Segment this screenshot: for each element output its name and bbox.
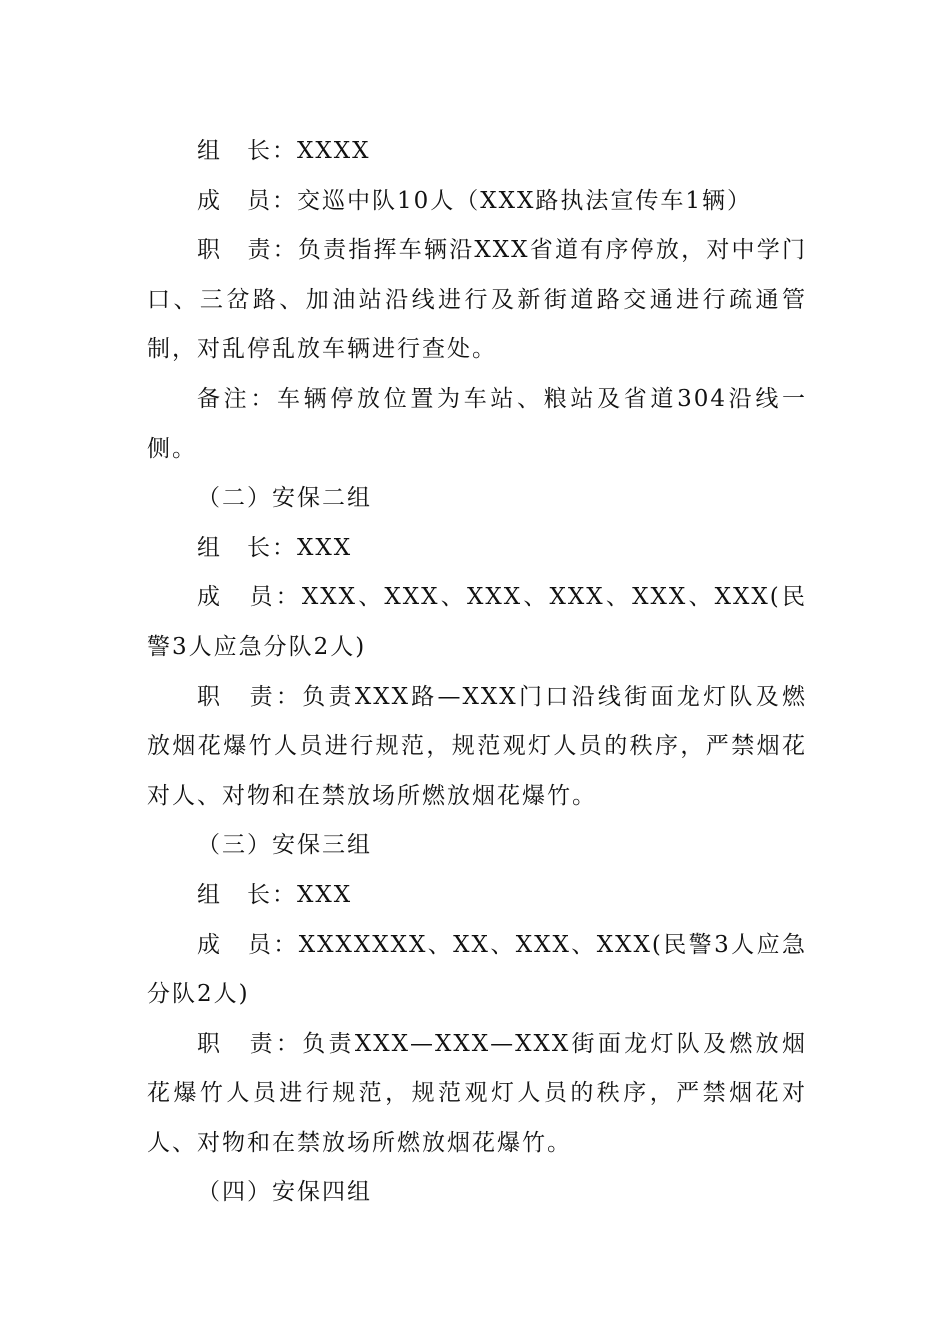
group2-members-paragraph: 成 员：XXX、XXX、XXX、XXX、XXX、XXX(民警3人应急分队2人)	[147, 584, 807, 660]
group3-members-paragraph: 成 员：XXXXXXX、XX、XXX、XXX(民警3人应急分队2人)	[147, 931, 807, 1008]
document-body	[147, 127, 807, 1218]
group1-leader-line: 组 长：XXXX	[197, 138, 371, 164]
group3-leader-line: 组 长：XXX	[197, 881, 353, 908]
group3-duty-paragraph: 职 责：负责XXX—XXX—XXX街面龙灯队及燃放烟花爆竹人员进行规范，规范观灯人员的秩序，严禁烟花对人、对物和在禁放场所燃放烟花爆竹。	[147, 1030, 807, 1156]
group1-members-line: 成 员：交巡中队10人（XXX路执法宣传车1辆）	[197, 187, 753, 214]
group2-heading: （二）安保二组	[197, 485, 372, 512]
group1-note-paragraph: 备注：车辆停放位置为车站、粮站及省道304沿线一侧。	[147, 385, 807, 462]
group1-duty-paragraph: 职 责：负责指挥车辆沿XXX省道有序停放，对中学门口、三岔路、加油站沿线进行及新街道路交通进行疏通管制，对乱停乱放车辆进行查处。	[147, 237, 807, 363]
group3-heading: （三）安保三组	[197, 832, 372, 859]
group4-heading: （四）安保四组	[197, 1179, 372, 1206]
group2-duty-paragraph: 职 责：负责XXX路—XXX门口沿线街面龙灯队及燃放烟花爆竹人员进行规范，规范观灯人员的秩序，严禁烟花对人、对物和在禁放场所燃放烟花爆竹。	[147, 683, 807, 809]
group2-leader-line: 组 长：XXX	[197, 534, 353, 561]
